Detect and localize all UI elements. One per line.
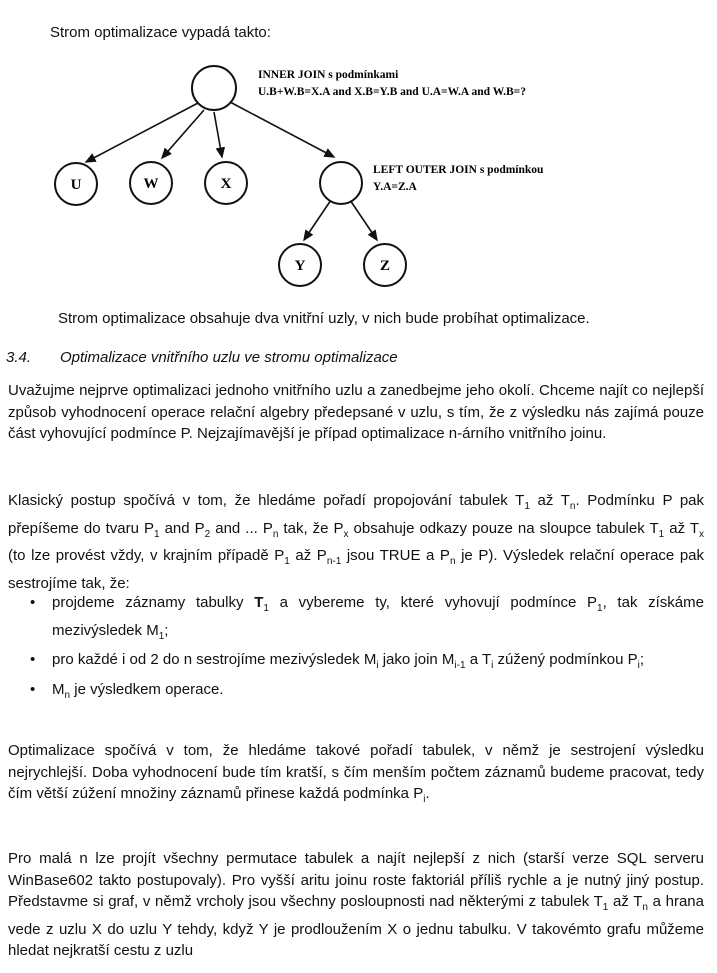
paragraph-2 — [8, 490, 704, 594]
inner-join-label-line1: INNER JOIN s podmínkami — [258, 69, 399, 81]
list-item: • projdeme záznamy tabulky $T_1$ a vybereme ty, které vyhovují podmínce $P_1$, tak získáme mezivýsledek $M_1$; — [30, 594, 704, 642]
leaf-label-x: X — [220, 176, 232, 192]
intro-text: Strom optimalizace vypadá takto: — [50, 24, 271, 41]
paragraph-4 — [8, 848, 704, 962]
optimization-tree-diagram — [0, 0, 717, 300]
tree-caption: Strom optimalizace obsahuje dva vnitřní uzly, v nich bude probíhat optimalizace. — [58, 310, 590, 327]
edge-root-w — [162, 110, 204, 158]
leaf-label-y: Y — [294, 258, 306, 274]
section-number: 3.4. — [6, 349, 32, 366]
section-title: Optimalizace vnitřního uzlu ve stromu optimalizace — [60, 349, 398, 366]
paragraph-3-text: Optimalizace spočívá v tom, že hledáme takové pořadí tabulek, v němž je sestrojení výsledku nejrychlejší. Doba vyhodnocení bude tím kratší, s čím menším počtem záznamů budeme pracovat, tedy čím větší zúžení množiny záznamů přinese každá podmínka $P_i$. — [8, 742, 704, 805]
list-item: • pro každé i od 2 do n sestrojíme mezivýsledek $M_i$ jako join $M_{i-1}$ a $T_i$ zúžený podmínkou $P_i$; — [30, 651, 645, 671]
inner-join-label-line2: U.B+W.B=X.A and X.B=Y.B and U.A=W.A and W.B=? — [258, 86, 526, 98]
paragraph-1 — [8, 380, 704, 445]
list-item: • $M_n$ je výsledkem operace. — [30, 680, 224, 701]
paragraph-4-text: Pro malá n lze projít všechny permutace tabulek a najít nejlepší z nich (starší verze SQL serveru WinBase602 takto postupovaly). Pro vyšší aritu joinu roste faktoriál příliš rychle a je nutný jiný postup. Představme si graf, v němž vrcholy jsou všechny posloupnosti nad některými z tabulek $T_1$ až $T_n$ a hrana vede z uzlu X do uzlu Y tehdy, když Y je prodloužením X o jednu tabulku. V takovémto grafu můžeme hledat nejkratší cestu z uzlu — [8, 850, 704, 959]
leaf-label-w: W — [143, 176, 159, 192]
edge-root-loj — [230, 102, 334, 157]
edge-root-u — [86, 103, 198, 162]
edge-loj-z — [350, 200, 377, 240]
bullet-icon: • — [30, 680, 36, 698]
leaf-label-u: U — [70, 177, 82, 193]
bullet-icon: • — [30, 594, 36, 611]
paragraph-1-text: Uvažujme nejprve optimalizaci jednoho vnitřního uzlu a zanedbejme jeho okolí. Chceme najít co nejlepší způsob vyhodnocení operace relační algebry předepsané v uzlu, s tím, že z výsledku nás zajímá pouze část vyhovující podmínce P. Nejzajímavější je případ optimalizace n-árního vnitřního joinu. — [8, 382, 704, 442]
inner-join-node — [192, 66, 236, 110]
leaf-label-z: Z — [379, 258, 391, 274]
edge-root-x — [214, 112, 222, 157]
left-outer-join-label-line1: LEFT OUTER JOIN s podmínkou — [373, 164, 544, 176]
bullet-list — [28, 592, 704, 708]
paragraph-3 — [8, 740, 704, 811]
left-outer-join-label-line2: Y.A=Z.A — [373, 181, 417, 193]
edge-loj-y — [304, 200, 331, 240]
left-outer-join-node — [320, 162, 362, 204]
bullet-icon: • — [30, 651, 36, 668]
paragraph-2-text: Klasický postup spočívá v tom, že hledáme pořadí propojování tabulek $T_1$ až $T_n$. Podmínku P pak přepíšeme do tvaru $P_1$ and $P_2$ and ... $P_n$ tak, že $P_x$ obsahuje odkazy pouze na sloupce tabulek $T_1$ až $T_x$ (to lze provést vždy, v krajním případě $P_1$ až $P_{n-1}$ jsou TRUE a $P_n$ je P). Výsledek relační operace pak sestrojíme tak, že: — [8, 492, 705, 592]
section-heading — [6, 349, 398, 366]
